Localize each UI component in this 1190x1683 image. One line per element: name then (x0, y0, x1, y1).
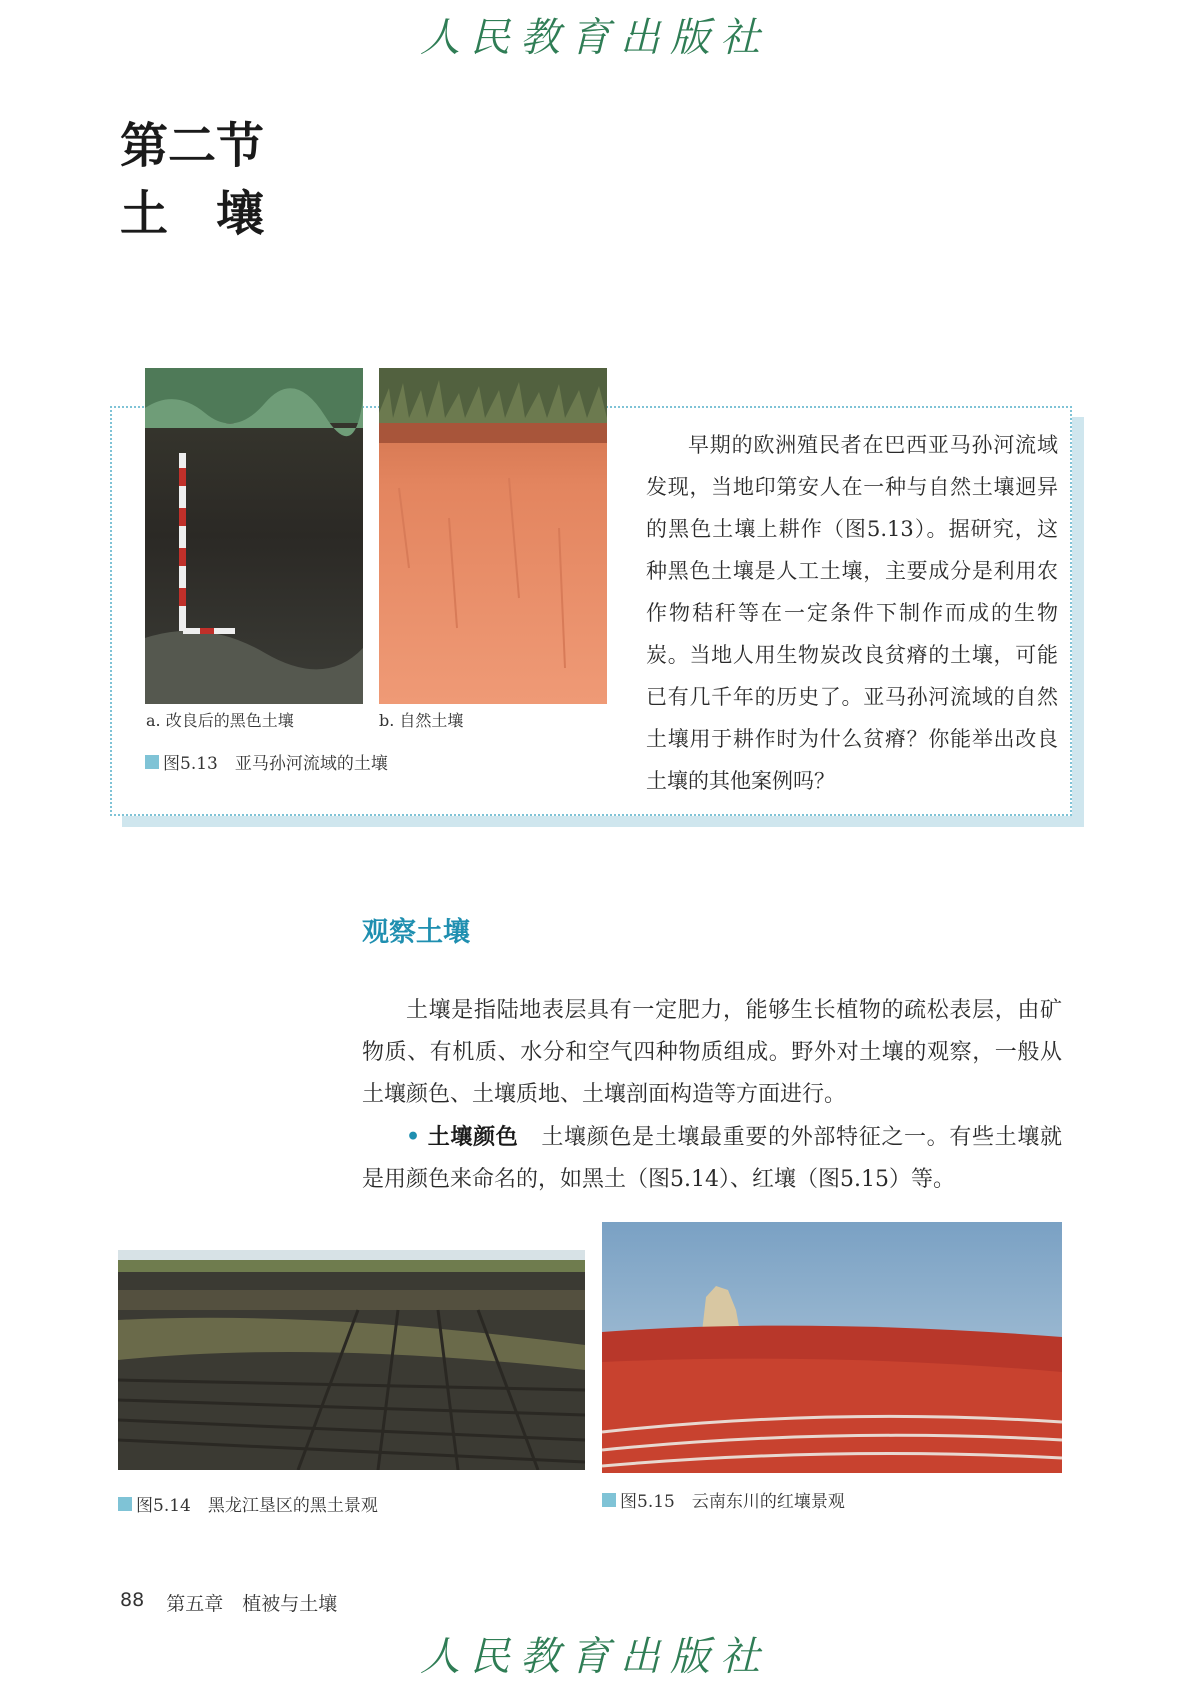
figure-5-15-caption (602, 1487, 845, 1512)
section-number: 第二节 (120, 118, 265, 174)
photo-b-caption: b. 自然土壤 (379, 711, 464, 730)
caption-marker-icon (145, 755, 159, 769)
bullet-title: 土壤颜色 (427, 1125, 519, 1150)
chapter-title: 第五章 植被与土壤 (166, 1593, 338, 1615)
intro-paragraph (646, 424, 1058, 802)
photo-natural-soil-profile (379, 368, 607, 704)
paragraph-soil-color (362, 1116, 1062, 1201)
publisher-logo-top: 人民教育出版社 (420, 15, 770, 61)
bullet-text: 土壤颜色是土壤最重要的外部特征之一。有些土壤就是用颜色来命名的，如黑土（图5.14）、红壤（图5.15）等。 (362, 1125, 1063, 1192)
paragraph-soil-definition: 土壤是指陆地表层具有一定肥力，能够生长植物的疏松表层，由矿物质、有机质、水分和空气四种物质组成。野外对土壤的观察，一般从土壤颜色、土壤质地、土壤剖面构造等方面进行。 (362, 998, 1062, 1107)
photo-a-caption: a. 改良后的黑色土壤 (146, 711, 294, 730)
intro-paragraph-text: 早期的欧洲殖民者在巴西亚马孙河流域发现，当地印第安人在一种与自然土壤迥异的黑色土壤上耕作（图5.13）。据研究，这种黑色土壤是人工土壤，主要成分是利用农作物秸秆等在一定条件下制作而成的生物炭。当地人用生物炭改良贫瘠的土壤，可能已有几千年的历史了。亚马孙河流域的自然土壤用于耕作时为什么贫瘠？你能举出改良土壤的其他案例吗？ (646, 433, 1058, 793)
publisher-logo-bottom: 人民教育出版社 (420, 1634, 770, 1680)
figure-5-13-caption (145, 749, 388, 774)
photo-black-soil-field (118, 1250, 585, 1470)
figure-5-13-caption-text: 图5.13 亚马孙河流域的土壤 (163, 754, 388, 774)
section-name: 土 壤 (120, 186, 265, 242)
caption-marker-icon (118, 1497, 132, 1511)
section-title (120, 112, 264, 248)
figure-5-14-caption (118, 1491, 378, 1516)
bullet-icon: • (406, 1124, 421, 1150)
page-number: 88 (120, 1589, 145, 1611)
body-text (362, 990, 1062, 1201)
subheading-observe-soil: 观察土壤 (362, 917, 470, 948)
photo-black-soil-profile (145, 368, 363, 704)
page-footer (120, 1589, 337, 1616)
figure-5-14-caption-text: 图5.14 黑龙江垦区的黑土景观 (136, 1496, 378, 1516)
photo-red-soil-field (602, 1222, 1062, 1473)
caption-marker-icon (602, 1493, 616, 1507)
figure-5-15-caption-text: 图5.15 云南东川的红壤景观 (620, 1492, 845, 1512)
